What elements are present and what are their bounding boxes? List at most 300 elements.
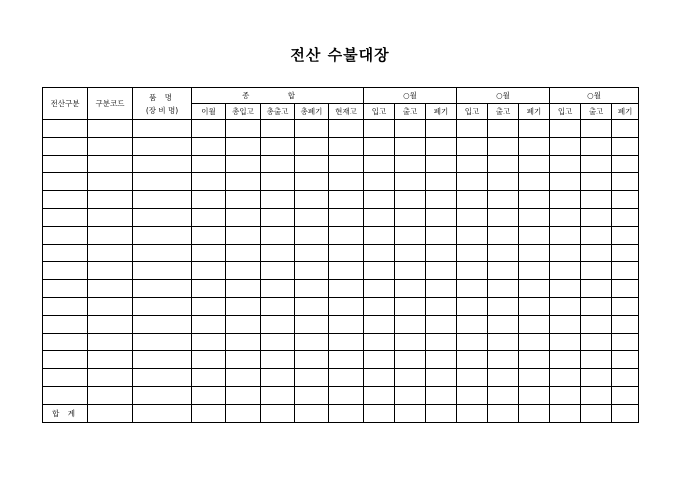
table-cell[interactable] (43, 333, 88, 351)
table-cell[interactable] (295, 155, 329, 173)
table-cell[interactable] (295, 351, 329, 369)
table-cell[interactable] (612, 333, 639, 351)
table-cell[interactable] (295, 369, 329, 387)
table-cell[interactable] (457, 369, 488, 387)
table-cell[interactable] (88, 244, 133, 262)
table-cell[interactable] (329, 262, 364, 280)
total-cell[interactable] (488, 404, 519, 422)
total-cell[interactable] (395, 404, 426, 422)
table-cell[interactable] (519, 386, 550, 404)
table-cell[interactable] (581, 315, 612, 333)
table-cell[interactable] (488, 386, 519, 404)
total-cell[interactable] (192, 404, 226, 422)
table-cell[interactable] (612, 173, 639, 191)
table-cell[interactable] (457, 155, 488, 173)
table-cell[interactable] (581, 369, 612, 387)
table-cell[interactable] (226, 173, 261, 191)
table-cell[interactable] (261, 297, 295, 315)
table-cell[interactable] (426, 280, 457, 298)
total-cell[interactable] (226, 404, 261, 422)
table-cell[interactable] (395, 333, 426, 351)
table-cell[interactable] (43, 351, 88, 369)
table-cell[interactable] (261, 155, 295, 173)
table-cell[interactable] (226, 137, 261, 155)
header-item-name (133, 88, 192, 120)
table-cell[interactable] (88, 173, 133, 191)
table-cell[interactable] (133, 280, 192, 298)
table-cell[interactable] (295, 120, 329, 138)
table-cell[interactable] (329, 226, 364, 244)
table-cell[interactable] (426, 191, 457, 209)
table-cell[interactable] (519, 280, 550, 298)
table-cell[interactable] (395, 120, 426, 138)
table-cell[interactable] (329, 137, 364, 155)
table-cell[interactable] (43, 386, 88, 404)
table-cell[interactable] (133, 351, 192, 369)
table-cell[interactable] (226, 226, 261, 244)
table-cell[interactable] (192, 262, 226, 280)
table-cell[interactable] (133, 120, 192, 138)
table-cell[interactable] (43, 155, 88, 173)
table-cell[interactable] (426, 120, 457, 138)
table-cell[interactable] (364, 297, 395, 315)
table-cell[interactable] (226, 386, 261, 404)
table-cell[interactable] (192, 369, 226, 387)
total-cell[interactable] (295, 404, 329, 422)
header-m3-out: 출고 (581, 104, 612, 120)
table-cell[interactable] (364, 208, 395, 226)
table-cell[interactable] (488, 315, 519, 333)
table-cell[interactable] (88, 297, 133, 315)
total-cell[interactable] (88, 404, 133, 422)
table-cell[interactable] (488, 333, 519, 351)
table-cell[interactable] (133, 262, 192, 280)
table-cell[interactable] (457, 386, 488, 404)
table-cell[interactable] (457, 333, 488, 351)
table-cell[interactable] (550, 262, 581, 280)
table-cell[interactable] (426, 297, 457, 315)
table-cell[interactable] (488, 137, 519, 155)
table-cell[interactable] (88, 137, 133, 155)
table-cell[interactable] (519, 315, 550, 333)
table-cell[interactable] (488, 120, 519, 138)
table-cell[interactable] (426, 333, 457, 351)
table-cell[interactable] (550, 173, 581, 191)
table-cell[interactable] (261, 208, 295, 226)
table-cell[interactable] (329, 386, 364, 404)
table-cell[interactable] (581, 386, 612, 404)
table-cell[interactable] (426, 137, 457, 155)
table-cell[interactable] (581, 297, 612, 315)
table-cell[interactable] (364, 173, 395, 191)
table-cell[interactable] (581, 244, 612, 262)
header-current-stock: 현재고 (329, 104, 364, 120)
table-cell[interactable] (426, 173, 457, 191)
table-cell[interactable] (488, 369, 519, 387)
table-cell[interactable] (43, 173, 88, 191)
table-cell[interactable] (550, 226, 581, 244)
table-cell[interactable] (88, 351, 133, 369)
table-cell[interactable] (457, 315, 488, 333)
table-cell[interactable] (395, 280, 426, 298)
table-cell[interactable] (329, 208, 364, 226)
table-cell[interactable] (426, 369, 457, 387)
table-cell[interactable] (488, 351, 519, 369)
table-cell[interactable] (88, 386, 133, 404)
table-cell[interactable] (612, 120, 639, 138)
table-cell[interactable] (550, 155, 581, 173)
table-cell[interactable] (581, 120, 612, 138)
table-cell[interactable] (364, 191, 395, 209)
table-cell[interactable] (457, 137, 488, 155)
table-cell[interactable] (581, 191, 612, 209)
table-cell[interactable] (329, 155, 364, 173)
table-cell[interactable] (261, 333, 295, 351)
table-cell[interactable] (612, 208, 639, 226)
table-cell[interactable] (43, 297, 88, 315)
table-cell[interactable] (612, 137, 639, 155)
table-cell[interactable] (133, 244, 192, 262)
table-cell[interactable] (395, 386, 426, 404)
table-cell[interactable] (488, 173, 519, 191)
table-cell[interactable] (488, 244, 519, 262)
header-item-name-line1: 품 명 (149, 92, 175, 102)
table-cell[interactable] (192, 244, 226, 262)
table-cell[interactable] (519, 226, 550, 244)
table-cell[interactable] (488, 155, 519, 173)
table-cell[interactable] (226, 369, 261, 387)
table-cell[interactable] (426, 155, 457, 173)
table-cell[interactable] (612, 280, 639, 298)
table-cell[interactable] (43, 191, 88, 209)
table-cell[interactable] (457, 244, 488, 262)
table-cell[interactable] (395, 173, 426, 191)
table-cell[interactable] (329, 333, 364, 351)
table-cell[interactable] (364, 315, 395, 333)
table-cell[interactable] (457, 120, 488, 138)
table-cell[interactable] (488, 262, 519, 280)
table-cell[interactable] (329, 369, 364, 387)
table-cell[interactable] (295, 208, 329, 226)
table-row (43, 120, 639, 138)
table-cell[interactable] (88, 226, 133, 244)
table-cell[interactable] (329, 244, 364, 262)
table-cell[interactable] (426, 226, 457, 244)
table-cell[interactable] (192, 155, 226, 173)
table-cell[interactable] (550, 208, 581, 226)
table-cell[interactable] (519, 120, 550, 138)
table-cell[interactable] (43, 280, 88, 298)
table-cell[interactable] (457, 191, 488, 209)
table-cell[interactable] (612, 386, 639, 404)
table-cell[interactable] (488, 297, 519, 315)
table-cell[interactable] (295, 280, 329, 298)
table-row (43, 351, 639, 369)
table-cell[interactable] (488, 191, 519, 209)
table-cell[interactable] (192, 351, 226, 369)
table-cell[interactable] (519, 137, 550, 155)
table-cell[interactable] (519, 333, 550, 351)
table-cell[interactable] (261, 351, 295, 369)
table-cell[interactable] (329, 120, 364, 138)
table-cell[interactable] (43, 137, 88, 155)
table-cell[interactable] (550, 191, 581, 209)
table-cell[interactable] (612, 262, 639, 280)
table-cell[interactable] (88, 280, 133, 298)
table-cell[interactable] (519, 208, 550, 226)
table-cell[interactable] (192, 208, 226, 226)
table-cell[interactable] (612, 191, 639, 209)
table-cell[interactable] (364, 244, 395, 262)
table-cell[interactable] (364, 137, 395, 155)
table-cell[interactable] (192, 120, 226, 138)
table-cell[interactable] (457, 297, 488, 315)
table-cell[interactable] (395, 191, 426, 209)
table-cell[interactable] (133, 137, 192, 155)
table-cell[interactable] (457, 226, 488, 244)
table-cell[interactable] (364, 280, 395, 298)
table-cell[interactable] (581, 280, 612, 298)
table-cell[interactable] (133, 173, 192, 191)
table-cell[interactable] (581, 333, 612, 351)
table-cell[interactable] (395, 297, 426, 315)
table-cell[interactable] (226, 191, 261, 209)
table-cell[interactable] (457, 173, 488, 191)
table-cell[interactable] (329, 173, 364, 191)
table-cell[interactable] (192, 297, 226, 315)
table-cell[interactable] (295, 173, 329, 191)
table-cell[interactable] (192, 333, 226, 351)
table-cell[interactable] (133, 315, 192, 333)
table-cell[interactable] (581, 226, 612, 244)
table-cell[interactable] (88, 333, 133, 351)
table-cell[interactable] (364, 333, 395, 351)
table-cell[interactable] (226, 280, 261, 298)
table-cell[interactable] (581, 155, 612, 173)
table-cell[interactable] (133, 155, 192, 173)
table-cell[interactable] (395, 137, 426, 155)
table-cell[interactable] (133, 226, 192, 244)
table-cell[interactable] (519, 173, 550, 191)
table-cell[interactable] (457, 262, 488, 280)
table-cell[interactable] (457, 280, 488, 298)
total-cell[interactable] (426, 404, 457, 422)
table-cell[interactable] (88, 369, 133, 387)
table-cell[interactable] (550, 280, 581, 298)
table-cell[interactable] (133, 297, 192, 315)
total-cell[interactable] (457, 404, 488, 422)
table-cell[interactable] (192, 315, 226, 333)
table-cell[interactable] (261, 173, 295, 191)
table-cell[interactable] (133, 369, 192, 387)
table-cell[interactable] (550, 120, 581, 138)
table-cell[interactable] (364, 351, 395, 369)
table-cell[interactable] (226, 297, 261, 315)
table-cell[interactable] (295, 226, 329, 244)
table-cell[interactable] (519, 369, 550, 387)
total-cell[interactable] (133, 404, 192, 422)
table-cell[interactable] (612, 244, 639, 262)
table-cell[interactable] (519, 297, 550, 315)
table-cell[interactable] (519, 351, 550, 369)
table-cell[interactable] (261, 191, 295, 209)
header-month-group-1: ○월 (364, 88, 457, 104)
table-cell[interactable] (550, 315, 581, 333)
table-cell[interactable] (133, 191, 192, 209)
table-cell[interactable] (395, 262, 426, 280)
table-cell[interactable] (329, 315, 364, 333)
header-month-group-2: ○월 (457, 88, 550, 104)
table-cell[interactable] (581, 137, 612, 155)
table-cell[interactable] (295, 244, 329, 262)
table-cell[interactable] (550, 386, 581, 404)
table-cell[interactable] (329, 351, 364, 369)
table-cell[interactable] (581, 351, 612, 369)
total-cell[interactable] (329, 404, 364, 422)
table-cell[interactable] (261, 226, 295, 244)
table-cell[interactable] (612, 297, 639, 315)
table-cell[interactable] (488, 226, 519, 244)
table-cell[interactable] (364, 369, 395, 387)
table-cell[interactable] (550, 137, 581, 155)
table-cell[interactable] (295, 297, 329, 315)
table-cell[interactable] (295, 191, 329, 209)
table-cell[interactable] (295, 386, 329, 404)
table-cell[interactable] (426, 315, 457, 333)
table-cell[interactable] (261, 244, 295, 262)
header-m1-disposal: 폐기 (426, 104, 457, 120)
table-cell[interactable] (226, 120, 261, 138)
table-cell[interactable] (550, 244, 581, 262)
table-cell[interactable] (43, 369, 88, 387)
table-cell[interactable] (192, 386, 226, 404)
table-cell[interactable] (426, 351, 457, 369)
table-cell[interactable] (261, 262, 295, 280)
table-cell[interactable] (612, 351, 639, 369)
table-cell[interactable] (88, 262, 133, 280)
table-cell[interactable] (426, 262, 457, 280)
table-cell[interactable] (426, 244, 457, 262)
table-cell[interactable] (226, 155, 261, 173)
table-cell[interactable] (395, 155, 426, 173)
table-cell[interactable] (426, 208, 457, 226)
table-cell[interactable] (261, 137, 295, 155)
table-cell[interactable] (226, 333, 261, 351)
table-cell[interactable] (519, 244, 550, 262)
table-cell[interactable] (295, 315, 329, 333)
table-cell[interactable] (43, 226, 88, 244)
table-cell[interactable] (395, 208, 426, 226)
table-cell[interactable] (395, 226, 426, 244)
table-cell[interactable] (457, 208, 488, 226)
table-cell[interactable] (192, 280, 226, 298)
table-cell[interactable] (88, 120, 133, 138)
table-cell[interactable] (226, 262, 261, 280)
table-cell[interactable] (612, 226, 639, 244)
table-cell[interactable] (43, 315, 88, 333)
table-cell[interactable] (550, 351, 581, 369)
total-cell[interactable] (261, 404, 295, 422)
table-cell[interactable] (329, 191, 364, 209)
table-cell[interactable] (612, 155, 639, 173)
table-cell[interactable] (364, 155, 395, 173)
table-cell[interactable] (581, 262, 612, 280)
table-cell[interactable] (133, 333, 192, 351)
total-cell[interactable] (364, 404, 395, 422)
table-cell[interactable] (43, 208, 88, 226)
table-cell[interactable] (488, 208, 519, 226)
total-cell[interactable] (612, 404, 639, 422)
table-cell[interactable] (261, 280, 295, 298)
table-cell[interactable] (612, 315, 639, 333)
total-cell[interactable] (581, 404, 612, 422)
table-cell[interactable] (261, 369, 295, 387)
table-cell[interactable] (88, 208, 133, 226)
table-cell[interactable] (519, 262, 550, 280)
table-cell[interactable] (550, 297, 581, 315)
table-cell[interactable] (88, 191, 133, 209)
total-cell[interactable] (519, 404, 550, 422)
table-cell[interactable] (426, 386, 457, 404)
table-cell[interactable] (364, 386, 395, 404)
table-cell[interactable] (88, 155, 133, 173)
table-cell[interactable] (395, 351, 426, 369)
table-cell[interactable] (329, 280, 364, 298)
table-cell[interactable] (226, 208, 261, 226)
table-cell[interactable] (329, 297, 364, 315)
table-cell[interactable] (133, 208, 192, 226)
table-cell[interactable] (88, 315, 133, 333)
table-cell[interactable] (457, 351, 488, 369)
table-cell[interactable] (261, 120, 295, 138)
table-cell[interactable] (261, 386, 295, 404)
header-m2-disposal: 폐기 (519, 104, 550, 120)
table-cell[interactable] (295, 137, 329, 155)
table-cell[interactable] (133, 386, 192, 404)
table-cell[interactable] (581, 173, 612, 191)
table-cell[interactable] (364, 262, 395, 280)
table-cell[interactable] (612, 369, 639, 387)
table-cell[interactable] (395, 369, 426, 387)
table-cell[interactable] (395, 244, 426, 262)
document-title: 전산 수불대장 (290, 46, 390, 64)
table-row (43, 315, 639, 333)
table-cell[interactable] (192, 191, 226, 209)
total-cell[interactable] (550, 404, 581, 422)
table-cell[interactable] (192, 137, 226, 155)
table-cell[interactable] (295, 262, 329, 280)
table-cell[interactable] (261, 315, 295, 333)
table-cell[interactable] (519, 155, 550, 173)
table-cell[interactable] (192, 173, 226, 191)
table-cell[interactable] (226, 244, 261, 262)
table-cell[interactable] (550, 333, 581, 351)
table-cell[interactable] (581, 208, 612, 226)
table-cell[interactable] (550, 369, 581, 387)
table-cell[interactable] (43, 262, 88, 280)
table-cell[interactable] (519, 191, 550, 209)
table-cell[interactable] (295, 333, 329, 351)
table-cell[interactable] (43, 244, 88, 262)
table-cell[interactable] (43, 120, 88, 138)
table-cell[interactable] (364, 226, 395, 244)
table-cell[interactable] (395, 315, 426, 333)
table-cell[interactable] (488, 280, 519, 298)
table-cell[interactable] (226, 351, 261, 369)
table-cell[interactable] (364, 120, 395, 138)
table-cell[interactable] (226, 315, 261, 333)
table-cell[interactable] (192, 226, 226, 244)
